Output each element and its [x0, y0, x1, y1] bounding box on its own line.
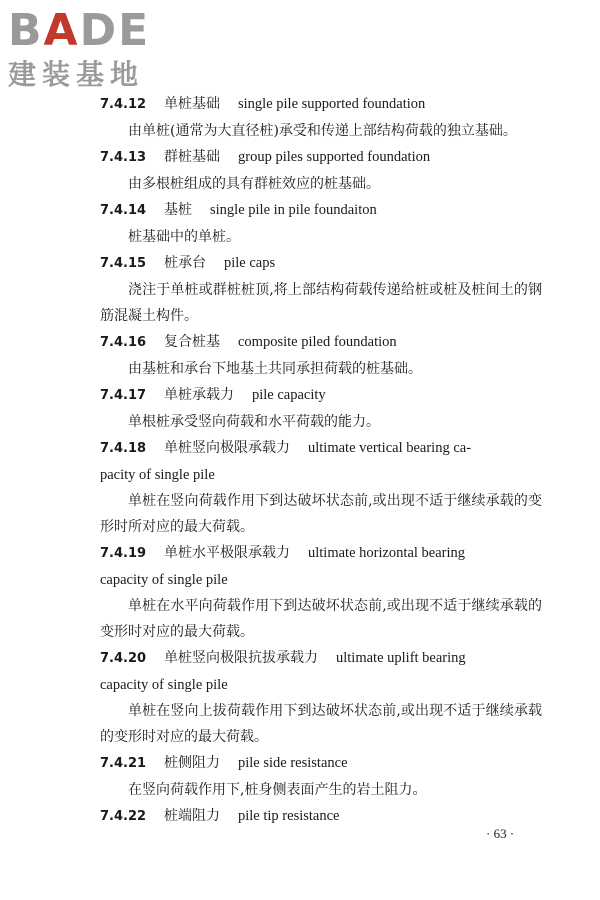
entry-definition: 由基桩和承台下地基土共同承担荷载的桩基础。: [128, 361, 422, 377]
entry-definition: 单桩在竖向荷载作用下到达破坏状态前,或出现不适于继续承载的变形时所对应的最大荷载。: [100, 493, 542, 535]
entry-7-4-16: [100, 329, 542, 382]
entry-term-cn: 单桩基础: [164, 96, 220, 112]
logo-letters-before: B: [8, 5, 44, 56]
entry-term-en-continued: capacity of single pile: [100, 572, 228, 588]
entry-7-4-20: [100, 645, 542, 750]
entry-heading: [100, 329, 542, 356]
entry-number: 7.4.13: [100, 150, 147, 165]
entry-term-cn: 复合桩基: [164, 334, 220, 350]
entry-term-cn: 桩承台: [164, 255, 206, 271]
entry-term-en: composite piled foundation: [238, 334, 397, 350]
entry-heading: [100, 197, 542, 224]
entry-term-cn: 单桩承载力: [164, 387, 234, 403]
entry-7-4-19: [100, 540, 542, 645]
entry-term-en-continued: capacity of single pile: [100, 677, 228, 693]
entry-number: 7.4.17: [100, 388, 147, 403]
entry-number: 7.4.21: [100, 756, 147, 771]
entry-definition: 由单桩(通常为大直径桩)承受和传递上部结构荷载的独立基础。: [128, 123, 517, 139]
entry-term-en: single pile in pile foundaiton: [210, 202, 377, 218]
logo-letter-accent: A: [43, 5, 80, 56]
entry-number: 7.4.22: [100, 809, 147, 824]
entry-definition: 单桩在竖向上拔荷载作用下到达破坏状态前,或出现不适于继续承载的变形时对应的最大荷载。: [100, 703, 542, 745]
entry-term-cn: 桩侧阻力: [164, 755, 220, 771]
entry-7-4-14: [100, 197, 542, 250]
entry-term-en-continued: pacity of single pile: [100, 467, 215, 483]
entry-term-cn: 群桩基础: [164, 149, 220, 165]
entry-term-en: group piles supported foundation: [238, 149, 431, 165]
entry-term-en: single pile supported foundation: [238, 96, 426, 112]
entry-term-cn: 单桩竖向极限承载力: [164, 440, 290, 456]
entry-heading: [100, 435, 542, 462]
entry-7-4-21: [100, 750, 542, 803]
entry-term-cn: 桩端阻力: [164, 808, 220, 824]
entry-definition: 单根桩承受竖向荷载和水平荷载的能力。: [128, 414, 380, 430]
entry-7-4-12: [100, 91, 542, 144]
entry-term-cn: 单桩竖向极限抗拔承载力: [164, 650, 318, 666]
page-number: · 63 ·: [486, 826, 515, 841]
entry-term-en: pile caps: [224, 255, 276, 271]
entry-7-4-22: [100, 803, 542, 830]
entry-7-4-13: [100, 144, 542, 197]
entry-term-cn: 基桩: [164, 202, 192, 218]
glossary-content: [100, 91, 542, 830]
entry-definition: 桩基础中的单桩。: [128, 229, 240, 245]
entry-number: 7.4.20: [100, 651, 147, 666]
entry-heading: [100, 382, 542, 409]
entry-term-en: pile capacity: [252, 387, 326, 403]
entry-heading: [100, 144, 542, 171]
entry-definition: 在竖向荷载作用下,桩身侧表面产生的岩土阻力。: [128, 782, 427, 798]
entry-number: 7.4.19: [100, 546, 147, 561]
entry-heading: [100, 540, 542, 567]
entry-definition: 由多根桩组成的具有群桩效应的桩基础。: [128, 176, 380, 192]
entry-number: 7.4.16: [100, 335, 147, 350]
entry-7-4-15: [100, 250, 542, 329]
entry-definition: 单桩在水平向荷载作用下到达破坏状态前,或出现不适于继续承载的变形时对应的最大荷载。: [100, 598, 542, 640]
entry-heading: [100, 750, 542, 777]
bade-logo: [8, 6, 178, 92]
logo-letters-after: DE: [79, 5, 151, 56]
entry-7-4-18: [100, 435, 542, 540]
entry-term-en: ultimate vertical bearing ca-: [308, 440, 472, 456]
entry-term-en: ultimate uplift bearing: [336, 650, 466, 666]
entry-heading: [100, 803, 542, 830]
entry-term-en: pile side resistance: [238, 755, 348, 771]
logo-subtitle: 建装基地: [8, 58, 145, 91]
entry-7-4-17: [100, 382, 542, 435]
entry-number: 7.4.14: [100, 203, 147, 218]
entry-heading: [100, 91, 542, 118]
entry-heading: [100, 250, 542, 277]
entry-number: 7.4.18: [100, 441, 147, 456]
logo-wordmark: [8, 6, 178, 56]
entry-term-cn: 单桩水平极限承载力: [164, 545, 290, 561]
entry-definition: 浇注于单桩或群桩桩顶,将上部结构荷载传递给桩或桩及桩间土的钢筋混凝土构件。: [100, 282, 542, 324]
entry-number: 7.4.12: [100, 97, 147, 112]
entry-term-en: pile tip resistance: [238, 808, 340, 824]
entry-heading: [100, 645, 542, 672]
entry-number: 7.4.15: [100, 256, 147, 271]
entry-term-en: ultimate horizontal bearing: [308, 545, 466, 561]
